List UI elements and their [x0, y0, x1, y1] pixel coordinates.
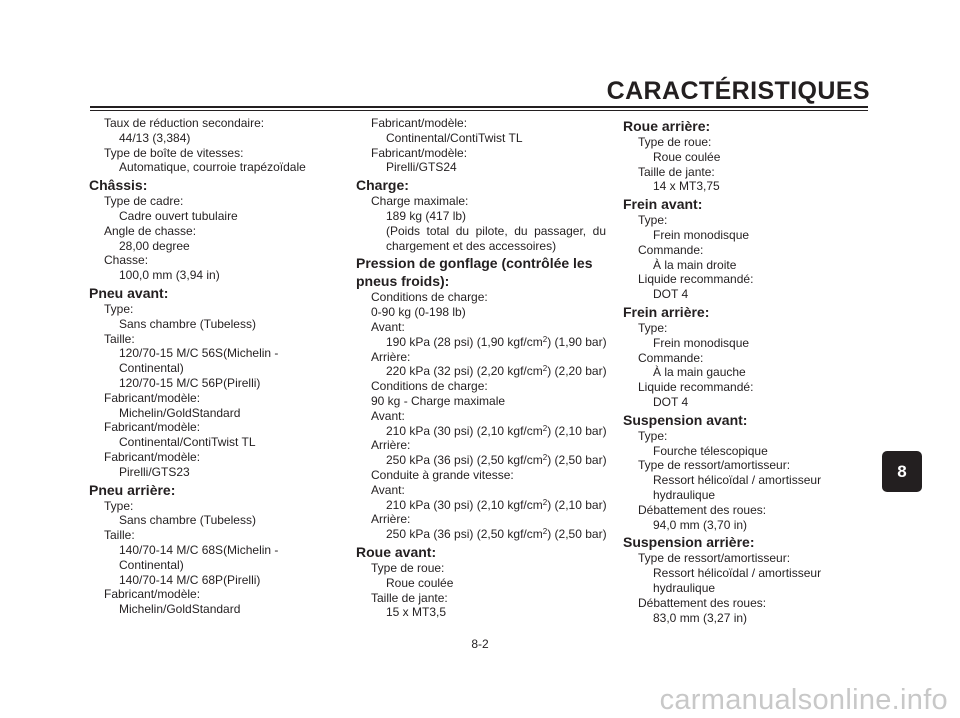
spec-value-text: ) (2,50 bar)	[547, 453, 607, 468]
spec-value: 15 x MT3,5	[386, 605, 447, 620]
spec-label: Fabricant/modèle:	[371, 116, 468, 130]
spec-label: Commande:	[638, 350, 704, 365]
spec-value-text: ) (2,10 bar)	[547, 497, 607, 512]
spec-label: Avant:	[371, 319, 405, 334]
chapter-tab-label: 8	[897, 461, 907, 481]
spec-label: Type:	[638, 213, 668, 228]
section-heading: Roue avant:	[356, 543, 437, 560]
spec-value-text: ) (2,10 bar)	[547, 423, 607, 438]
spec-label: 90 kg - Charge maximale	[371, 393, 506, 408]
spec-value: 100,0 mm (3,94 in)	[119, 268, 220, 283]
spec-label: Liquide recommandé:	[638, 272, 754, 287]
section-heading: Suspension arrière:	[623, 534, 755, 551]
section-heading: Charge:	[356, 177, 409, 194]
spec-value: Cadre ouvert tubulaire	[119, 208, 238, 223]
spec-label: Charge maximale:	[371, 194, 469, 209]
spec-label: Type:	[638, 320, 668, 335]
spec-label: Taux de réduction secondaire:	[104, 116, 265, 130]
spec-label: 0-90 kg (0-198 lb)	[371, 305, 466, 320]
spec-value: 120/70-15 M/C 56S(Michelin -	[119, 346, 279, 361]
spec-value: 120/70-15 M/C 56P(Pirelli)	[119, 375, 261, 390]
spec-value: Ressort hélicoïdal / amortisseur	[653, 473, 822, 488]
page-title: CARACTÉRISTIQUES	[606, 77, 870, 105]
spec-value	[356, 527, 606, 542]
spec-label: Fabricant/modèle:	[104, 587, 201, 602]
spec-value	[356, 424, 606, 439]
spec-label: Arrière:	[371, 512, 411, 527]
section-heading: Frein avant:	[623, 196, 703, 213]
spec-label: Débattement des roues:	[638, 595, 767, 610]
spec-label: Liquide recommandé:	[638, 380, 754, 395]
spec-label: Type:	[104, 498, 134, 513]
spec-value: À la main gauche	[653, 365, 746, 380]
spec-value: Continental/ContiTwist TL	[119, 435, 256, 450]
spec-value: DOT 4	[653, 394, 689, 409]
superscript: 2	[542, 334, 548, 344]
spec-label: Fabricant/modèle:	[104, 449, 201, 464]
spec-label: Type:	[638, 428, 668, 443]
spec-value: (Poids total du pilote, du passager, du chargement et des accessoires)	[386, 223, 606, 253]
spec-value: Pirelli/GTS23	[119, 464, 190, 479]
spec-value: 44/13 (3,384)	[119, 130, 191, 145]
spec-value: 14 x MT3,75	[653, 179, 720, 194]
section-heading: Pneu arrière:	[89, 481, 176, 498]
spec-label: Conditions de charge:	[371, 379, 488, 394]
spec-value: Sans chambre (Tubeless)	[119, 513, 256, 528]
spec-label: Type de roue:	[638, 135, 712, 149]
spec-label: Arrière:	[371, 349, 411, 364]
superscript: 2	[542, 527, 548, 537]
spec-value: Pirelli/GTS24	[386, 160, 457, 175]
spec-value: Automatique, courroie trapézoïdale	[119, 160, 306, 175]
spec-value: Continental)	[119, 557, 184, 572]
superscript: 2	[542, 453, 548, 463]
spec-column-3	[623, 116, 873, 625]
spec-label: Type de ressort/amortisseur:	[638, 458, 791, 473]
spec-value-text: ) (2,50 bar)	[547, 527, 607, 542]
spec-value-text: 250 kPa (36 psi) (2,50 kgf/cm	[386, 453, 543, 468]
spec-label: Fabricant/modèle:	[104, 390, 201, 405]
spec-label: Type de boîte de vitesses:	[104, 145, 244, 160]
spec-value-text: 210 kPa (30 psi) (2,10 kgf/cm	[386, 497, 543, 512]
spec-column-1	[89, 116, 339, 617]
spec-value: 83,0 mm (3,27 in)	[653, 610, 748, 625]
watermark: carmanualsonline.info	[659, 684, 948, 716]
section-heading: Suspension avant:	[623, 411, 748, 428]
spec-label: Type:	[104, 301, 134, 316]
spec-value: 140/70-14 M/C 68P(Pirelli)	[119, 572, 261, 587]
section-heading: Châssis:	[89, 177, 148, 194]
spec-value: Continental)	[119, 361, 184, 376]
page-number: 8-2	[471, 637, 489, 651]
superscript: 2	[542, 364, 548, 374]
section-heading: Pneu avant:	[89, 284, 169, 301]
spec-value: À la main droite	[653, 257, 737, 272]
spec-value-text: 220 kPa (32 psi) (2,20 kgf/cm	[386, 364, 543, 379]
chapter-tab[interactable]	[882, 451, 922, 492]
spec-value: 28,00 degree	[119, 238, 190, 253]
spec-value	[356, 335, 606, 350]
spec-value-text: 250 kPa (36 psi) (2,50 kgf/cm	[386, 527, 543, 542]
superscript: 2	[542, 497, 548, 507]
spec-value	[356, 453, 606, 468]
spec-label: Type de ressort/amortisseur:	[638, 551, 791, 566]
superscript: 2	[542, 423, 548, 433]
spec-label: Chasse:	[104, 253, 149, 268]
spec-value: Michelin/GoldStandard	[119, 405, 241, 420]
spec-label: Débattement des roues:	[638, 502, 767, 517]
spec-value: Continental/ContiTwist TL	[386, 130, 523, 145]
spec-value: hydraulique	[653, 487, 716, 502]
section-heading: Frein arrière:	[623, 303, 710, 320]
spec-value	[356, 498, 606, 513]
spec-label: Avant:	[371, 482, 405, 497]
spec-value: DOT 4	[653, 287, 689, 302]
section-heading: Roue arrière:	[623, 118, 711, 134]
spec-label: Conditions de charge:	[371, 290, 488, 305]
spec-label: Avant:	[371, 408, 405, 423]
spec-label: Taille de jante:	[638, 164, 715, 179]
spec-value: Roue coulée	[386, 575, 454, 590]
spec-label: Angle de chasse:	[104, 223, 197, 238]
spec-label: Fabricant/modèle:	[104, 420, 201, 435]
title-rule	[90, 106, 868, 108]
spec-value: Sans chambre (Tubeless)	[119, 316, 256, 331]
section-heading: Pression de gonflage (contrôlée les pneus froids):	[356, 255, 593, 290]
spec-label: Commande:	[638, 242, 704, 257]
spec-value-text: 190 kPa (28 psi) (1,90 kgf/cm	[386, 334, 543, 349]
spec-label: Taille de jante:	[371, 590, 448, 605]
spec-value: Frein monodisque	[653, 335, 750, 350]
spec-label: Taille:	[104, 331, 135, 346]
spec-value: Roue coulée	[653, 149, 721, 164]
spec-label: Taille:	[104, 528, 135, 543]
spec-value-text: 210 kPa (30 psi) (2,10 kgf/cm	[386, 423, 543, 438]
spec-value-text: ) (1,90 bar)	[547, 334, 607, 349]
spec-value	[356, 364, 606, 379]
spec-value: 94,0 mm (3,70 in)	[653, 517, 748, 532]
spec-label: Type de cadre:	[104, 194, 184, 209]
spec-label: Arrière:	[371, 438, 411, 453]
spec-value: Fourche télescopique	[653, 443, 768, 458]
spec-value: hydraulique	[653, 580, 716, 595]
spec-value: Frein monodisque	[653, 227, 750, 242]
spec-label: Type de roue:	[371, 560, 445, 575]
spec-value: 140/70-14 M/C 68S(Michelin -	[119, 542, 279, 557]
spec-label: Fabricant/modèle:	[371, 145, 468, 160]
spec-column-2	[356, 116, 606, 620]
spec-value: Michelin/GoldStandard	[119, 602, 241, 617]
spec-label: Conduite à grande vitesse:	[371, 467, 514, 482]
spec-value-text: ) (2,20 bar)	[547, 364, 607, 379]
spec-value: Ressort hélicoïdal / amortisseur	[653, 566, 822, 581]
spec-value: 189 kg (417 lb)	[386, 208, 467, 223]
title-rule-thin	[90, 110, 868, 111]
